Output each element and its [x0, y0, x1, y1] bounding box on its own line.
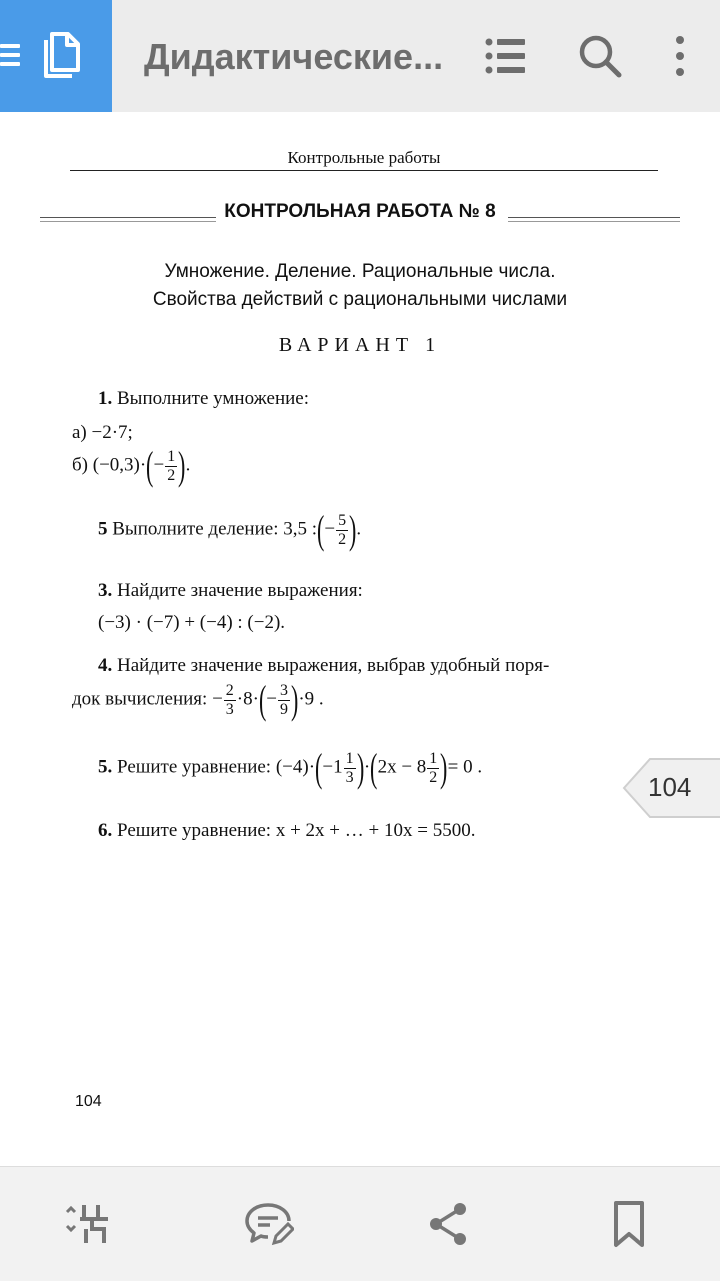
- topic-line-1: Умножение. Деление. Рациональные числа.: [164, 261, 556, 282]
- task-5: 5. Решите уравнение: (−4)·(−1 $\frac{1}{3}$ )·(2x − 8 $\frac{1}{2}$ )= 0 .: [98, 745, 483, 790]
- topic-line-2: Свойства действий с рациональными числами: [152, 289, 568, 310]
- list-icon[interactable]: [484, 34, 528, 78]
- documents-button[interactable]: [0, 0, 112, 112]
- section-title: КОНТРОЛЬНАЯ РАБОТА № 8: [218, 201, 501, 222]
- task-number: 1.: [98, 388, 113, 409]
- variant-label: ВАРИАНТ 1: [278, 334, 442, 356]
- task-1a: а) −2·7;: [72, 422, 133, 443]
- header-rule: [70, 170, 658, 171]
- fraction: $\frac{5}{2}$: [338, 511, 347, 548]
- app-bar: [0, 0, 720, 112]
- section-heading: [40, 201, 680, 239]
- text-reflow-icon[interactable]: [64, 1199, 114, 1249]
- task-text: Выполните умножение:: [117, 388, 309, 409]
- document-page[interactable]: [0, 112, 720, 1166]
- fraction: $\frac{3}{9}$: [279, 681, 288, 718]
- task-3-expression: (−3) · (−7) + (−4) : (−2).: [98, 612, 286, 633]
- search-icon[interactable]: [578, 34, 622, 78]
- menu-icon[interactable]: [0, 44, 20, 66]
- comment-edit-icon[interactable]: [244, 1199, 294, 1249]
- fraction: $\frac{1}{2}$: [167, 447, 176, 484]
- task-1: [98, 388, 309, 410]
- document-title: Дидактические...: [144, 36, 444, 77]
- fraction: $\frac{2}{3}$: [225, 681, 234, 718]
- fraction: $\frac{1}{2}$: [429, 749, 438, 786]
- bookmark-icon[interactable]: [604, 1199, 654, 1249]
- task-6: 6. Решите уравнение: x + 2x + … + 10x = 5500.: [98, 820, 476, 841]
- page-indicator-label: 104: [648, 772, 692, 802]
- task-4-line2: док вычисления: − $\frac{2}{3}$ ·8·(− $\frac{3}{9}$ )·9 .: [72, 677, 324, 722]
- task-4: 4. Найдите значение выражения, выбрав удобный поря-: [98, 655, 550, 676]
- page-indicator[interactable]: [622, 758, 720, 818]
- documents-icon: [36, 32, 80, 80]
- task-2: 5 Выполните деление: 3,5 :(− $\frac{5}{2}$ ).: [98, 507, 362, 552]
- running-header: Контрольные работы: [287, 148, 441, 167]
- page-number: 104: [75, 1093, 102, 1110]
- task-1b: б) (−0,3)·(− $\frac{1}{2}$ ).: [72, 443, 191, 488]
- fraction: $\frac{1}{3}$: [345, 749, 354, 786]
- task-3: 3. Найдите значение выражения:: [98, 580, 363, 601]
- more-vert-icon[interactable]: [658, 34, 702, 78]
- share-icon[interactable]: [424, 1199, 474, 1249]
- bottom-toolbar: [0, 1166, 720, 1281]
- topic: [60, 258, 660, 314]
